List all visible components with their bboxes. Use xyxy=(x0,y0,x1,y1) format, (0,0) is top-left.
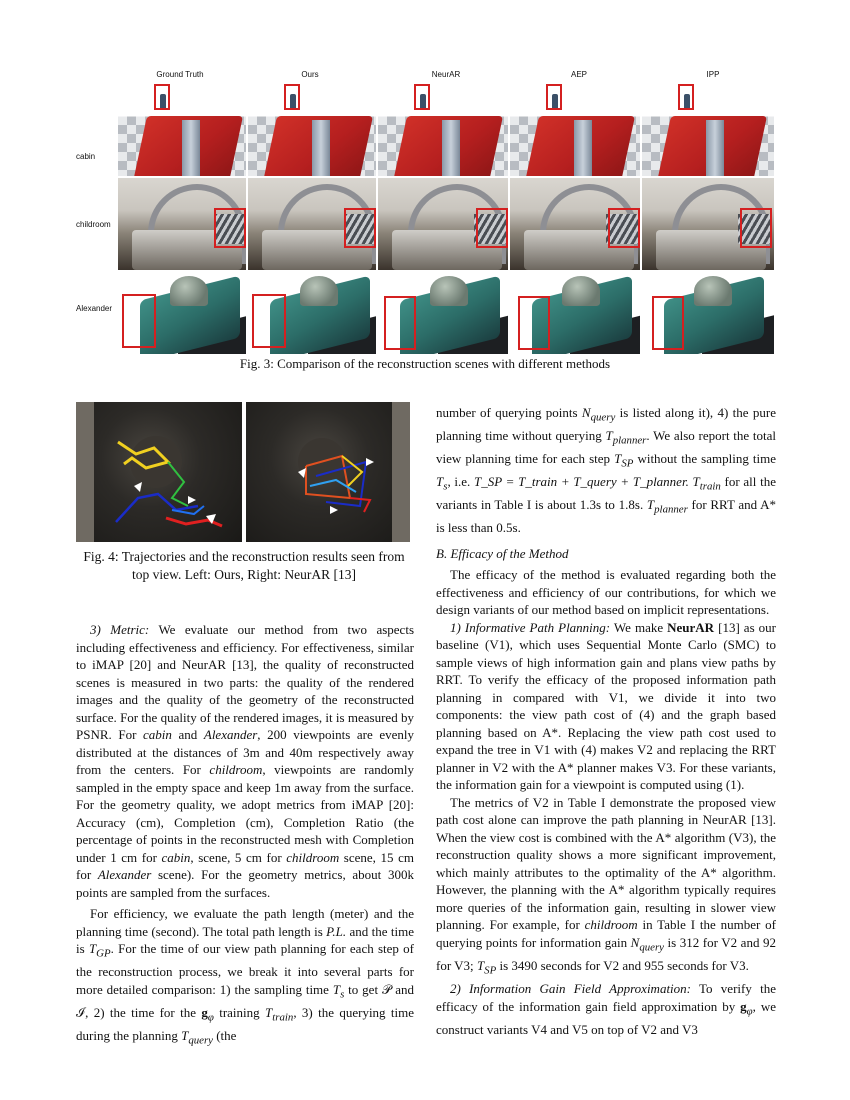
childroom-ipp-image xyxy=(642,178,774,270)
figure-4-caption-line1: Fig. 4: Trajectories and the reconstruction results seen from xyxy=(83,549,405,564)
alexander-ours-image xyxy=(248,272,376,354)
figure-3-caption: Fig. 3: Comparison of the reconstruction scenes with different methods xyxy=(239,356,611,371)
section-b-heading: B. Efficacy of the Method xyxy=(436,545,569,561)
alexander-ipp-image xyxy=(642,272,774,354)
efficacy-paragraph: The efficacy of the method is evaluated regarding both the effectiveness and efficiency of our contributions, for which we design variants of our method based on implicit representations. xyxy=(436,567,776,618)
right-column xyxy=(436,404,776,1038)
v2-metrics-paragraph: The metrics of V2 in Table I demonstrate the proposed view path cost alone can improve the path planning in NeurAR [13]. When the view cost is combined with the A* algorithm (V3), the reconstruction quality shows a more significant improvement, which mainly attributes to the optimality of the A* algorithm. However, the planning with the A* algorithm typically requires more queries of the information gain, resulting in slower view planning. For example, for childroom in Table I the number of querying points for information gain $N_{query}$ is 312 for V2 and 92 for V3; $T_{SP}$ is 3490 seconds for V2 and 955 seconds for V3. xyxy=(436,794,776,977)
alexander-ground-truth-image xyxy=(118,272,246,354)
figure-3 xyxy=(70,66,780,356)
column-header-ground-truth: Ground Truth xyxy=(156,70,204,79)
igf-paragraph: 2) Information Gain Field Approximation: To verify the efficacy of the information gain field approximation by $g_\varphi$, we construct variants V4 and V5 on top of V2 and V3 xyxy=(436,981,776,1037)
column-header-ipp: IPP xyxy=(706,70,720,79)
alexander-neurar-image xyxy=(378,272,508,354)
childroom-ground-truth-image xyxy=(118,178,246,270)
cabin-ipp-image xyxy=(642,80,774,176)
childroom-neurar-image xyxy=(378,178,508,270)
efficiency-paragraph: For efficiency, we evaluate the path length (meter) and the planning time (second). The total path length is P.L. and the time is $T_{GP}$. For the time of our view path planning for each step of the reconstruction process, we break it into several parts for more detailed comparison: 1) the sampling time $T_s$ to get 𝒫 and ℐ, 2) the time for the $g_\varphi$ training $T_{train}$, 3) the querying time during the planning $T_{query}$ (the xyxy=(76,906,415,1047)
row-label-childroom: childroom xyxy=(76,220,111,229)
cabin-ground-truth-image xyxy=(118,80,246,176)
cabin-ours-image xyxy=(248,80,376,176)
timing-paragraph: number of querying points $N_{query}$ is listed along it), 4) the pure planning time without querying $T_{planner}$. We also report the total view planning time for each step $T_{SP}$ without the sampling time $T_s$, i.e. T_SP = T_train + T_query + T_planner. $T_{train}$ for all the variants in Table I is about 1.3s to 1.8s. $T_{planner}$ for RRT and A* is less than 0.5s. xyxy=(436,405,777,536)
childroom-ours-image xyxy=(248,178,376,270)
metric-heading: 3) Metric: xyxy=(90,622,150,637)
column-header-ours: Ours xyxy=(301,70,319,79)
row-label-cabin: cabin xyxy=(76,152,96,161)
ipp-heading: 1) Informative Path Planning: xyxy=(450,619,611,635)
cabin-neurar-image xyxy=(378,80,508,176)
row-label-alexander: Alexander xyxy=(76,304,113,313)
alexander-aep-image xyxy=(510,272,640,354)
figure-4-caption-line2: top view. Left: Ours, Right: NeurAR [13] xyxy=(131,567,357,582)
cabin-aep-image xyxy=(510,80,640,176)
ipp-paragraph: 1) Informative Path Planning: We make NeurAR [13] as our baseline (V1), which uses Sequential Monte Carlo (SMC) to sample views of high information gain and plans view paths by RRT. To verify the efficacy of the proposed information path planning in compared with V1, we divide it into two components: the view path cost of (4) and the graph based planning based on A*. Replacing the view path cost used to expand the tree in V1 with (4) makes V2 and replacing the RRT planner in V2 with the A* planner makes V3. For these variants, the information gain for a viewpoint is computed using (1). xyxy=(436,619,776,793)
figure-4-right-neurar-image xyxy=(246,402,410,542)
figure-4-left-ours-image xyxy=(76,402,242,542)
column-header-aep: AEP xyxy=(570,70,587,79)
left-column xyxy=(76,621,414,1050)
column-header-neurar: NeurAR xyxy=(431,70,461,79)
igf-heading: 2) Information Gain Field Approximation: xyxy=(450,981,691,997)
metric-paragraph: 3) Metric: We evaluate our method from two aspects including effectiveness and efficiency. For effectiveness, similar to iMAP [20] and NeurAR [13], the quality of reconstructed scenes is measured in two parts: the quality of the rendered images and the quality of the geometry of the reconstructed surface. For the quality of the rendered images, it is measured by PSNR. For cabin and Alexander, 200 viewpoints are evenly distributed at the distances of 3m and 40m respectively away from the centers. For childroom, viewpoints are randomly sampled in the empty space and keep 1m away from the surface. For the geometry quality, we adopt metrics from iMAP [20]: Accuracy (cm), Completion (cm), Completion Ratio (the percentage of points in the reconstructed mesh with Completion under 1 cm for cabin, scene, 5 cm for childroom scene, 15 cm for Alexander scene). For the geometry metrics, about 300k points are sampled from the surfaces. xyxy=(76,622,414,900)
childroom-aep-image xyxy=(510,178,640,270)
figure-4-caption xyxy=(72,548,416,584)
